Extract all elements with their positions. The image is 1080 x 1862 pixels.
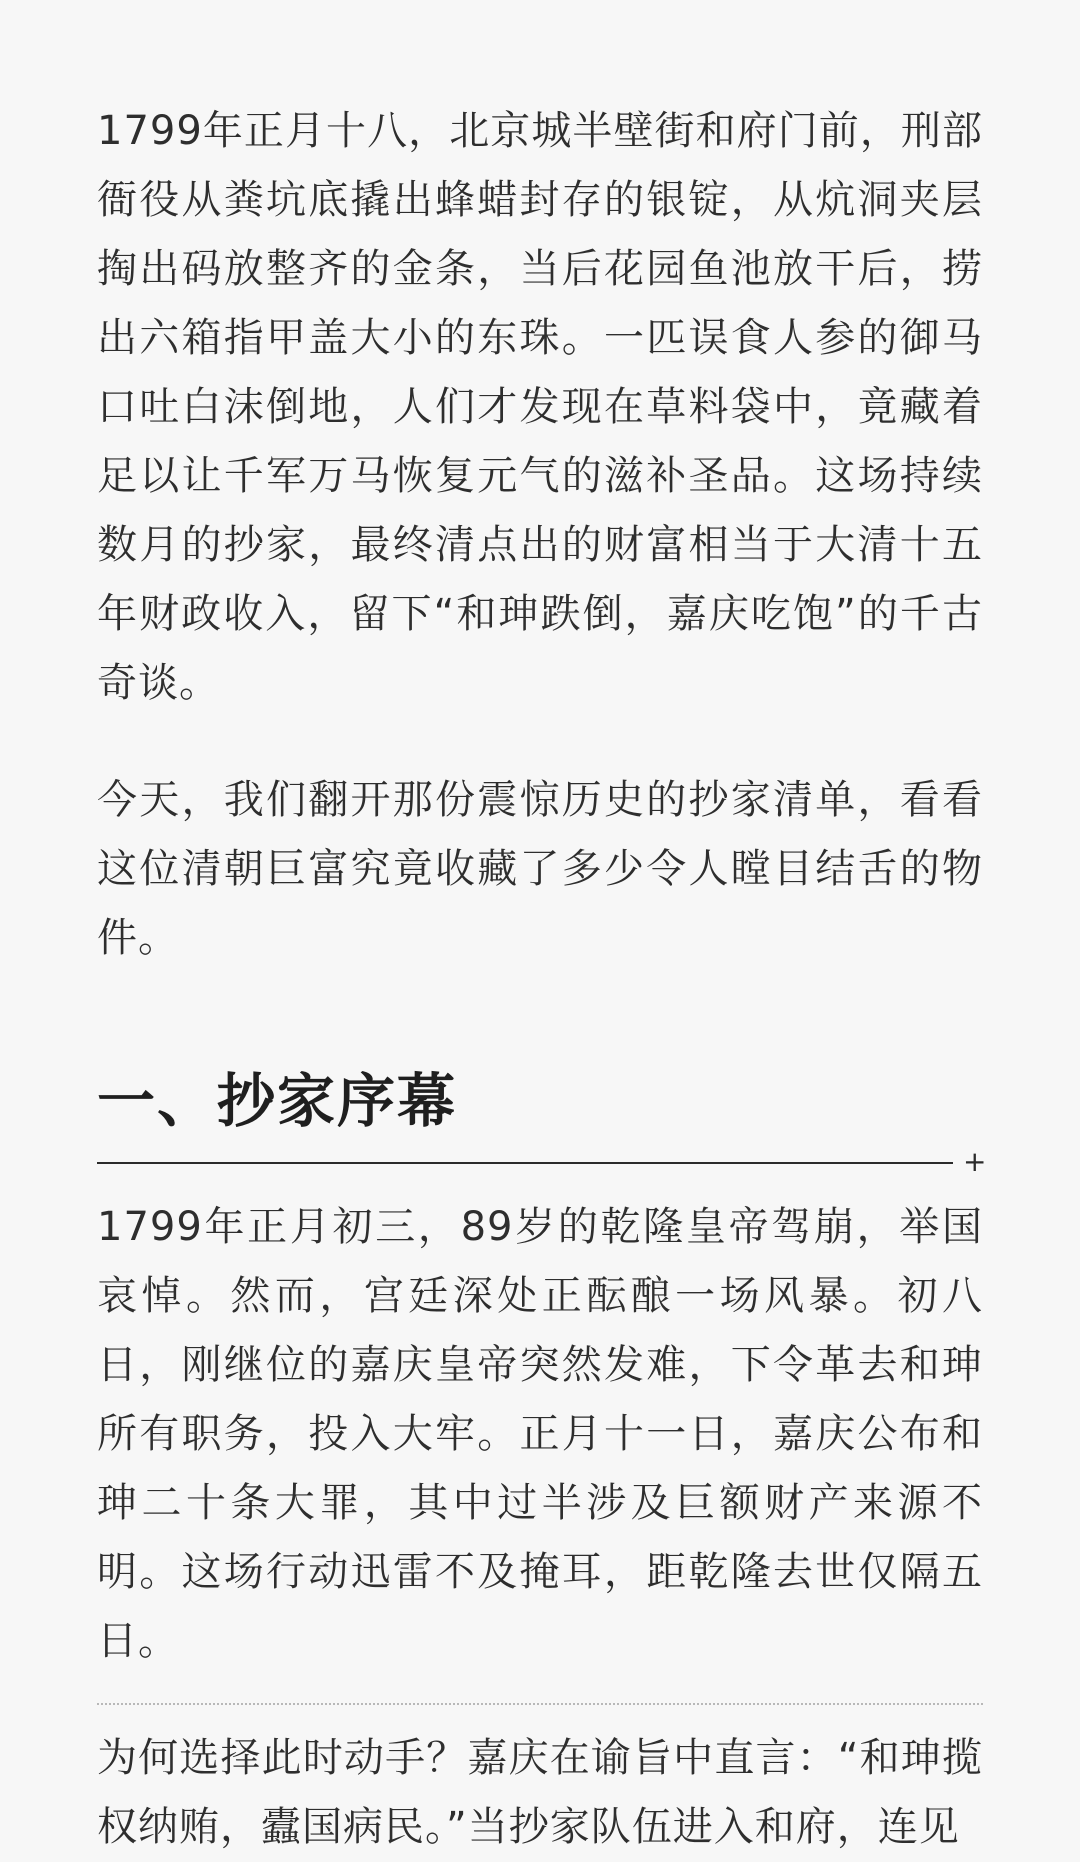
- plus-icon: +: [963, 1145, 987, 1178]
- article-body: [97, 97, 987, 1862]
- section-divider: [97, 1145, 987, 1193]
- section-heading: 一、抄家序幕: [97, 1067, 458, 1135]
- intro-paragraph-2: 今天，我们翻开那份震惊历史的抄家清单，看看这位清朝巨富究竟收藏了多少令人瞠目结舌的物件。: [97, 777, 983, 961]
- section-paragraph-1: 1799年正月初三，89岁的乾隆皇帝驾崩，举国哀悼。然而，宫廷深处正酝酿一场风暴。初八日，刚继位的嘉庆皇帝突然发难，下令革去和珅所有职务，投入大牢。正月十一日，嘉庆公布和珅二十条大罪，其中过半涉及巨额财产来源不明。这场行动迅雷不及掩耳，距乾隆去世仅隔五日。: [97, 1204, 983, 1664]
- paragraph-spacer: [97, 718, 983, 766]
- section-spacer: [97, 973, 983, 1065]
- page-break-divider: [97, 1703, 983, 1705]
- paragraph-spacer: [97, 1676, 983, 1724]
- intro-paragraph-1: 1799年正月十八，北京城半壁街和府门前，刑部衙役从粪坑底撬出蜂蜡封存的银锭，从炕洞夹层掏出码放整齐的金条，当后花园鱼池放干后，捞出六箱指甲盖大小的东珠。一匹误食人参的御马口吐白沫倒地，人们才发现在草料袋中，竟藏着足以让千军万马恢复元气的滋补圣品。这场持续数月的抄家，最终清点出的财富相当于大清十五年财政收入，留下“和珅跌倒，嘉庆吃饱”的千古奇谈。: [97, 108, 983, 706]
- section-paragraph-2: 为何选择此时动手？嘉庆在谕旨中直言：“和珅揽权纳贿，蠹国病民。”当抄家队伍进入和府，连见: [97, 1735, 983, 1850]
- divider-line: [97, 1162, 953, 1164]
